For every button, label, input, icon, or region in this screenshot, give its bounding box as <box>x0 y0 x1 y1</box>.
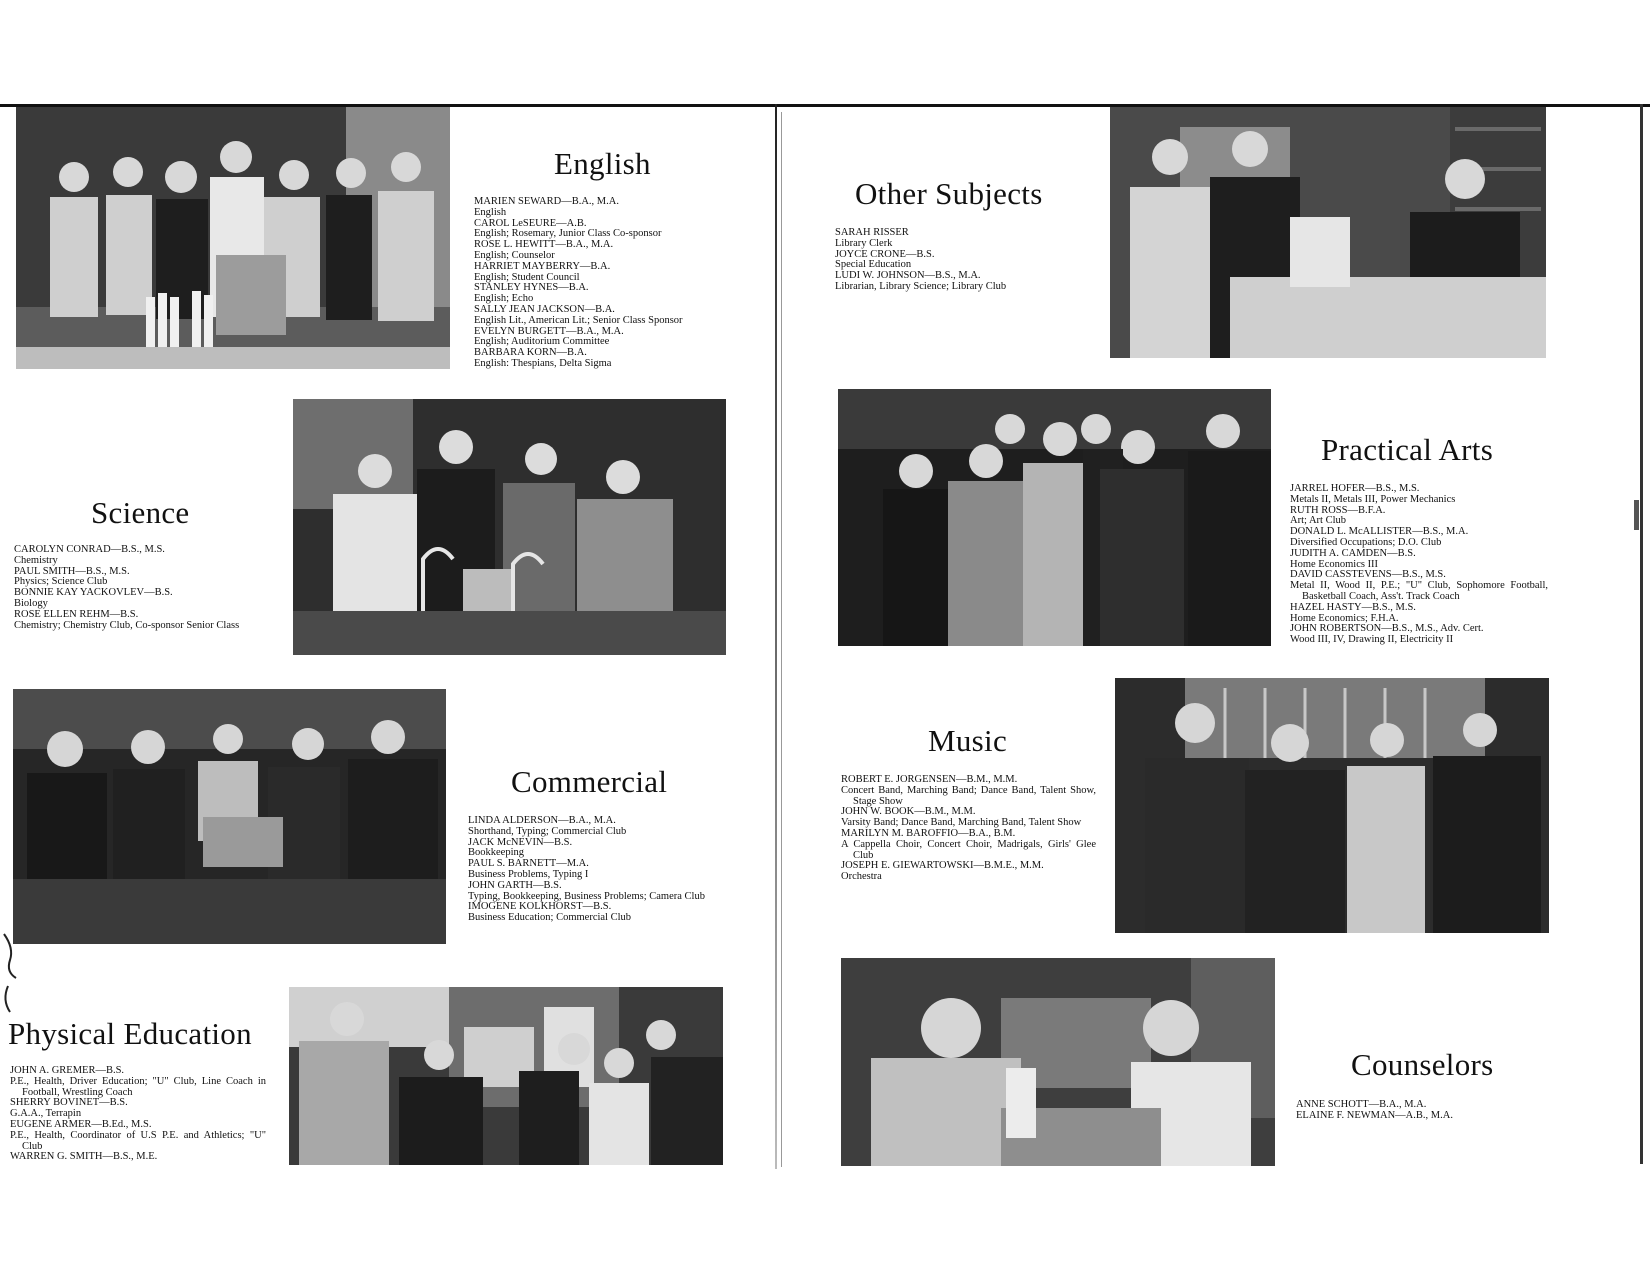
staff-entry <box>841 807 1096 829</box>
staff-name: JOHN GARTH—B.S. <box>468 879 562 891</box>
staff-name: SALLY JEAN JACKSON—B.A. <box>474 303 615 315</box>
staff-duties: Metal II, Wood II, P.E.; "U" Club, Sophomore Football, Basketball Coach, Ass't. Track Coach <box>1290 580 1548 602</box>
staff-entry <box>468 838 724 860</box>
staff-name: JACK McNEVIN—B.S. <box>468 836 573 848</box>
staff-entry <box>1296 1111 1536 1122</box>
staff-entry <box>10 1120 266 1152</box>
staff-name: CAROL LeSEURE—A.B. <box>474 217 587 229</box>
staff-entry <box>474 262 734 284</box>
staff-entry <box>1290 624 1548 646</box>
staff-entry <box>474 305 734 327</box>
staff-duties: Home Economics III <box>1290 558 1379 570</box>
staff-entry <box>14 610 270 632</box>
physical-education-staff-list <box>10 1066 266 1164</box>
counselors-photo <box>841 958 1275 1166</box>
staff-duties: Library Clerk <box>835 237 893 249</box>
staff-name: HAZEL HASTY—B.S., M.S. <box>1290 601 1416 613</box>
english-staff-list <box>474 197 734 370</box>
staff-name: JOSEPH E. GIEWARTOWSKI—B.M.E., M.M. <box>841 860 1044 872</box>
staff-name: WARREN G. SMITH—B.S., M.E. <box>10 1151 158 1163</box>
staff-name: RUTH ROSS—B.F.A. <box>1290 504 1386 516</box>
counselors-staff-list <box>1296 1100 1536 1122</box>
staff-entry <box>841 829 1096 861</box>
staff-entry <box>474 219 734 241</box>
staff-name: IMOGENE KOLKHORST—B.S. <box>468 901 612 913</box>
staff-entry <box>841 861 1096 883</box>
section-title-science: Science <box>91 495 190 530</box>
staff-entry <box>1290 603 1548 625</box>
staff-duties: Biology <box>14 597 48 609</box>
staff-entry <box>10 1098 266 1120</box>
staff-duties: English; Rosemary, Junior Class Co-sponsor <box>474 228 662 240</box>
staff-name: JOHN ROBERTSON—B.S., M.S., Adv. Cert. <box>1290 623 1484 635</box>
staff-entry <box>474 283 734 305</box>
staff-duties: Art; Art Club <box>1290 515 1347 527</box>
staff-duties: G.A.A., Terrapin <box>10 1108 82 1120</box>
music-faculty-photo <box>1115 678 1549 933</box>
section-title-commercial: Commercial <box>511 764 668 799</box>
staff-duties: Special Education <box>835 259 912 271</box>
staff-duties: Typing, Bookkeeping, Business Problems; Camera Club <box>468 890 705 902</box>
staff-name: DAVID CASSTEVENS—B.S., M.S. <box>1290 569 1446 581</box>
page-right-edge <box>1640 104 1643 1164</box>
staff-name: PAUL SMITH—B.S., M.S. <box>14 565 130 577</box>
section-title-physical-education: Physical Education <box>8 1016 252 1051</box>
staff-name: LUDI W. JOHNSON—B.S., M.A. <box>835 270 981 282</box>
staff-entry <box>1290 527 1548 549</box>
staff-name: ROSE L. HEWITT—B.A., M.A. <box>474 239 614 251</box>
staff-duties: Varsity Band; Dance Band, Marching Band, Talent Show <box>841 817 1082 829</box>
staff-duties: English; Echo <box>474 293 534 305</box>
science-staff-list <box>14 545 270 631</box>
staff-name: BARBARA KORN—B.A. <box>474 347 587 359</box>
staff-entry <box>468 816 724 838</box>
science-faculty-photo <box>293 399 726 655</box>
staff-entry <box>468 881 724 903</box>
staff-duties: Chemistry <box>14 554 58 566</box>
staff-entry <box>1290 484 1548 506</box>
staff-duties: Chemistry; Chemistry Club, Co-sponsor Senior Class <box>14 619 240 631</box>
commercial-staff-list <box>468 816 724 924</box>
staff-duties: P.E., Health, Driver Education; "U" Club, Line Coach in Football, Wrestling Coach <box>10 1075 266 1098</box>
staff-name: SARAH RISSER <box>835 227 909 238</box>
staff-name: SHERRY BOVINET—B.S. <box>10 1097 128 1109</box>
staff-duties: Metals II, Metals III, Power Mechanics <box>1290 493 1456 505</box>
staff-duties: Physics; Science Club <box>14 576 108 588</box>
staff-duties: Librarian, Library Science; Library Club <box>835 280 1007 292</box>
staff-name: MARILYN M. BAROFFIO—B.A., B.M. <box>841 827 1016 839</box>
staff-name: CAROLYN CONRAD—B.S., M.S. <box>14 544 165 555</box>
staff-entry <box>14 567 270 589</box>
staff-duties: English Lit., American Lit.; Senior Class Sponsor <box>474 314 683 326</box>
staff-entry <box>841 775 1096 807</box>
staff-duties: English; Auditorium Committee <box>474 336 610 348</box>
staff-entry <box>1290 570 1548 602</box>
staff-duties: Wood III, IV, Drawing II, Electricity II <box>1290 634 1454 646</box>
section-title-english: English <box>554 146 651 181</box>
other-subjects-faculty-photo <box>1110 107 1546 358</box>
staff-duties: English; Student Council <box>474 271 580 283</box>
staff-entry <box>14 545 270 567</box>
book-gutter <box>775 104 777 1169</box>
practical-arts-staff-list <box>1290 484 1548 646</box>
staff-name: ROBERT E. JORGENSEN—B.M., M.M. <box>841 774 1018 785</box>
staff-duties: Orchestra <box>841 871 882 883</box>
section-title-music: Music <box>928 723 1007 758</box>
page-tab-mark <box>1634 500 1639 530</box>
other-subjects-staff-list <box>835 228 1055 293</box>
staff-duties: Home Economics; F.H.A. <box>1290 612 1399 624</box>
staff-entry <box>468 859 724 881</box>
staff-entry <box>14 588 270 610</box>
staff-entry <box>10 1152 266 1163</box>
staff-name: PAUL S. BARNETT—M.A. <box>468 858 589 870</box>
commercial-faculty-photo <box>13 689 446 944</box>
staff-name: HARRIET MAYBERRY—B.A. <box>474 260 611 272</box>
staff-entry <box>1290 506 1548 528</box>
staff-name: EVELYN BURGETT—B.A., M.A. <box>474 325 624 337</box>
staff-entry <box>1290 549 1548 571</box>
book-gutter-line <box>781 112 782 1167</box>
practical-arts-faculty-photo <box>838 389 1271 646</box>
staff-duties: English; Counselor <box>474 249 555 261</box>
staff-entry <box>474 240 734 262</box>
staff-duties: English: Thespians, Delta Sigma <box>474 357 612 369</box>
staff-name: BONNIE KAY YACKOVLEV—B.S. <box>14 587 173 599</box>
staff-name: MARIEN SEWARD—B.A., M.A. <box>474 196 619 207</box>
staff-name: JARREL HOFER—B.S., M.S. <box>1290 483 1420 494</box>
staff-duties: Bookkeeping <box>468 847 524 859</box>
staff-name: JUDITH A. CAMDEN—B.S. <box>1290 547 1416 559</box>
staff-name: LINDA ALDERSON—B.A., M.A. <box>468 815 616 826</box>
staff-name: STANLEY HYNES—B.A. <box>474 282 589 294</box>
staff-duties: A Cappella Choir, Concert Choir, Madrigals, Girls' Glee Club <box>841 838 1096 861</box>
staff-name: JOYCE CRONE—B.S. <box>835 248 935 260</box>
staff-duties: Concert Band, Marching Band; Dance Band, Talent Show, Stage Show <box>841 784 1096 807</box>
staff-duties: Diversified Occupations; D.O. Club <box>1290 536 1442 548</box>
staff-entry <box>10 1066 266 1098</box>
english-faculty-photo <box>16 107 450 369</box>
staff-entry <box>468 902 724 924</box>
staff-duties: Business Education; Commercial Club <box>468 912 632 924</box>
staff-entry <box>474 348 734 370</box>
staff-name: DONALD L. McALLISTER—B.S., M.A. <box>1290 526 1469 538</box>
staff-duties: Shorthand, Typing; Commercial Club <box>468 825 627 837</box>
physical-education-faculty-photo <box>289 987 723 1165</box>
staff-entry <box>474 197 734 219</box>
staff-name: EUGENE ARMER—B.Ed., M.S. <box>10 1118 152 1130</box>
section-title-other-subjects: Other Subjects <box>855 176 1043 211</box>
staff-name: ROSE ELLEN REHM—B.S. <box>14 608 139 620</box>
staff-entry <box>835 250 1055 272</box>
staff-duties: P.E., Health, Coordinator of U.S P.E. and Athletics; "U" Club <box>10 1129 266 1152</box>
staff-name: ELAINE F. NEWMAN—A.B., M.A. <box>1296 1109 1453 1121</box>
staff-entry <box>474 327 734 349</box>
staff-name: JOHN A. GREMER—B.S. <box>10 1066 125 1076</box>
handwritten-mark <box>0 930 26 1020</box>
staff-duties: English <box>474 206 507 218</box>
staff-entry <box>835 271 1055 293</box>
section-title-practical-arts: Practical Arts <box>1321 432 1494 467</box>
section-title-counselors: Counselors <box>1351 1047 1494 1082</box>
music-staff-list <box>841 775 1096 883</box>
staff-duties: Business Problems, Typing I <box>468 868 589 880</box>
staff-name: ANNE SCHOTT—B.A., M.A. <box>1296 1099 1427 1110</box>
staff-entry <box>835 228 1055 250</box>
staff-name: JOHN W. BOOK—B.M., M.M. <box>841 806 976 818</box>
